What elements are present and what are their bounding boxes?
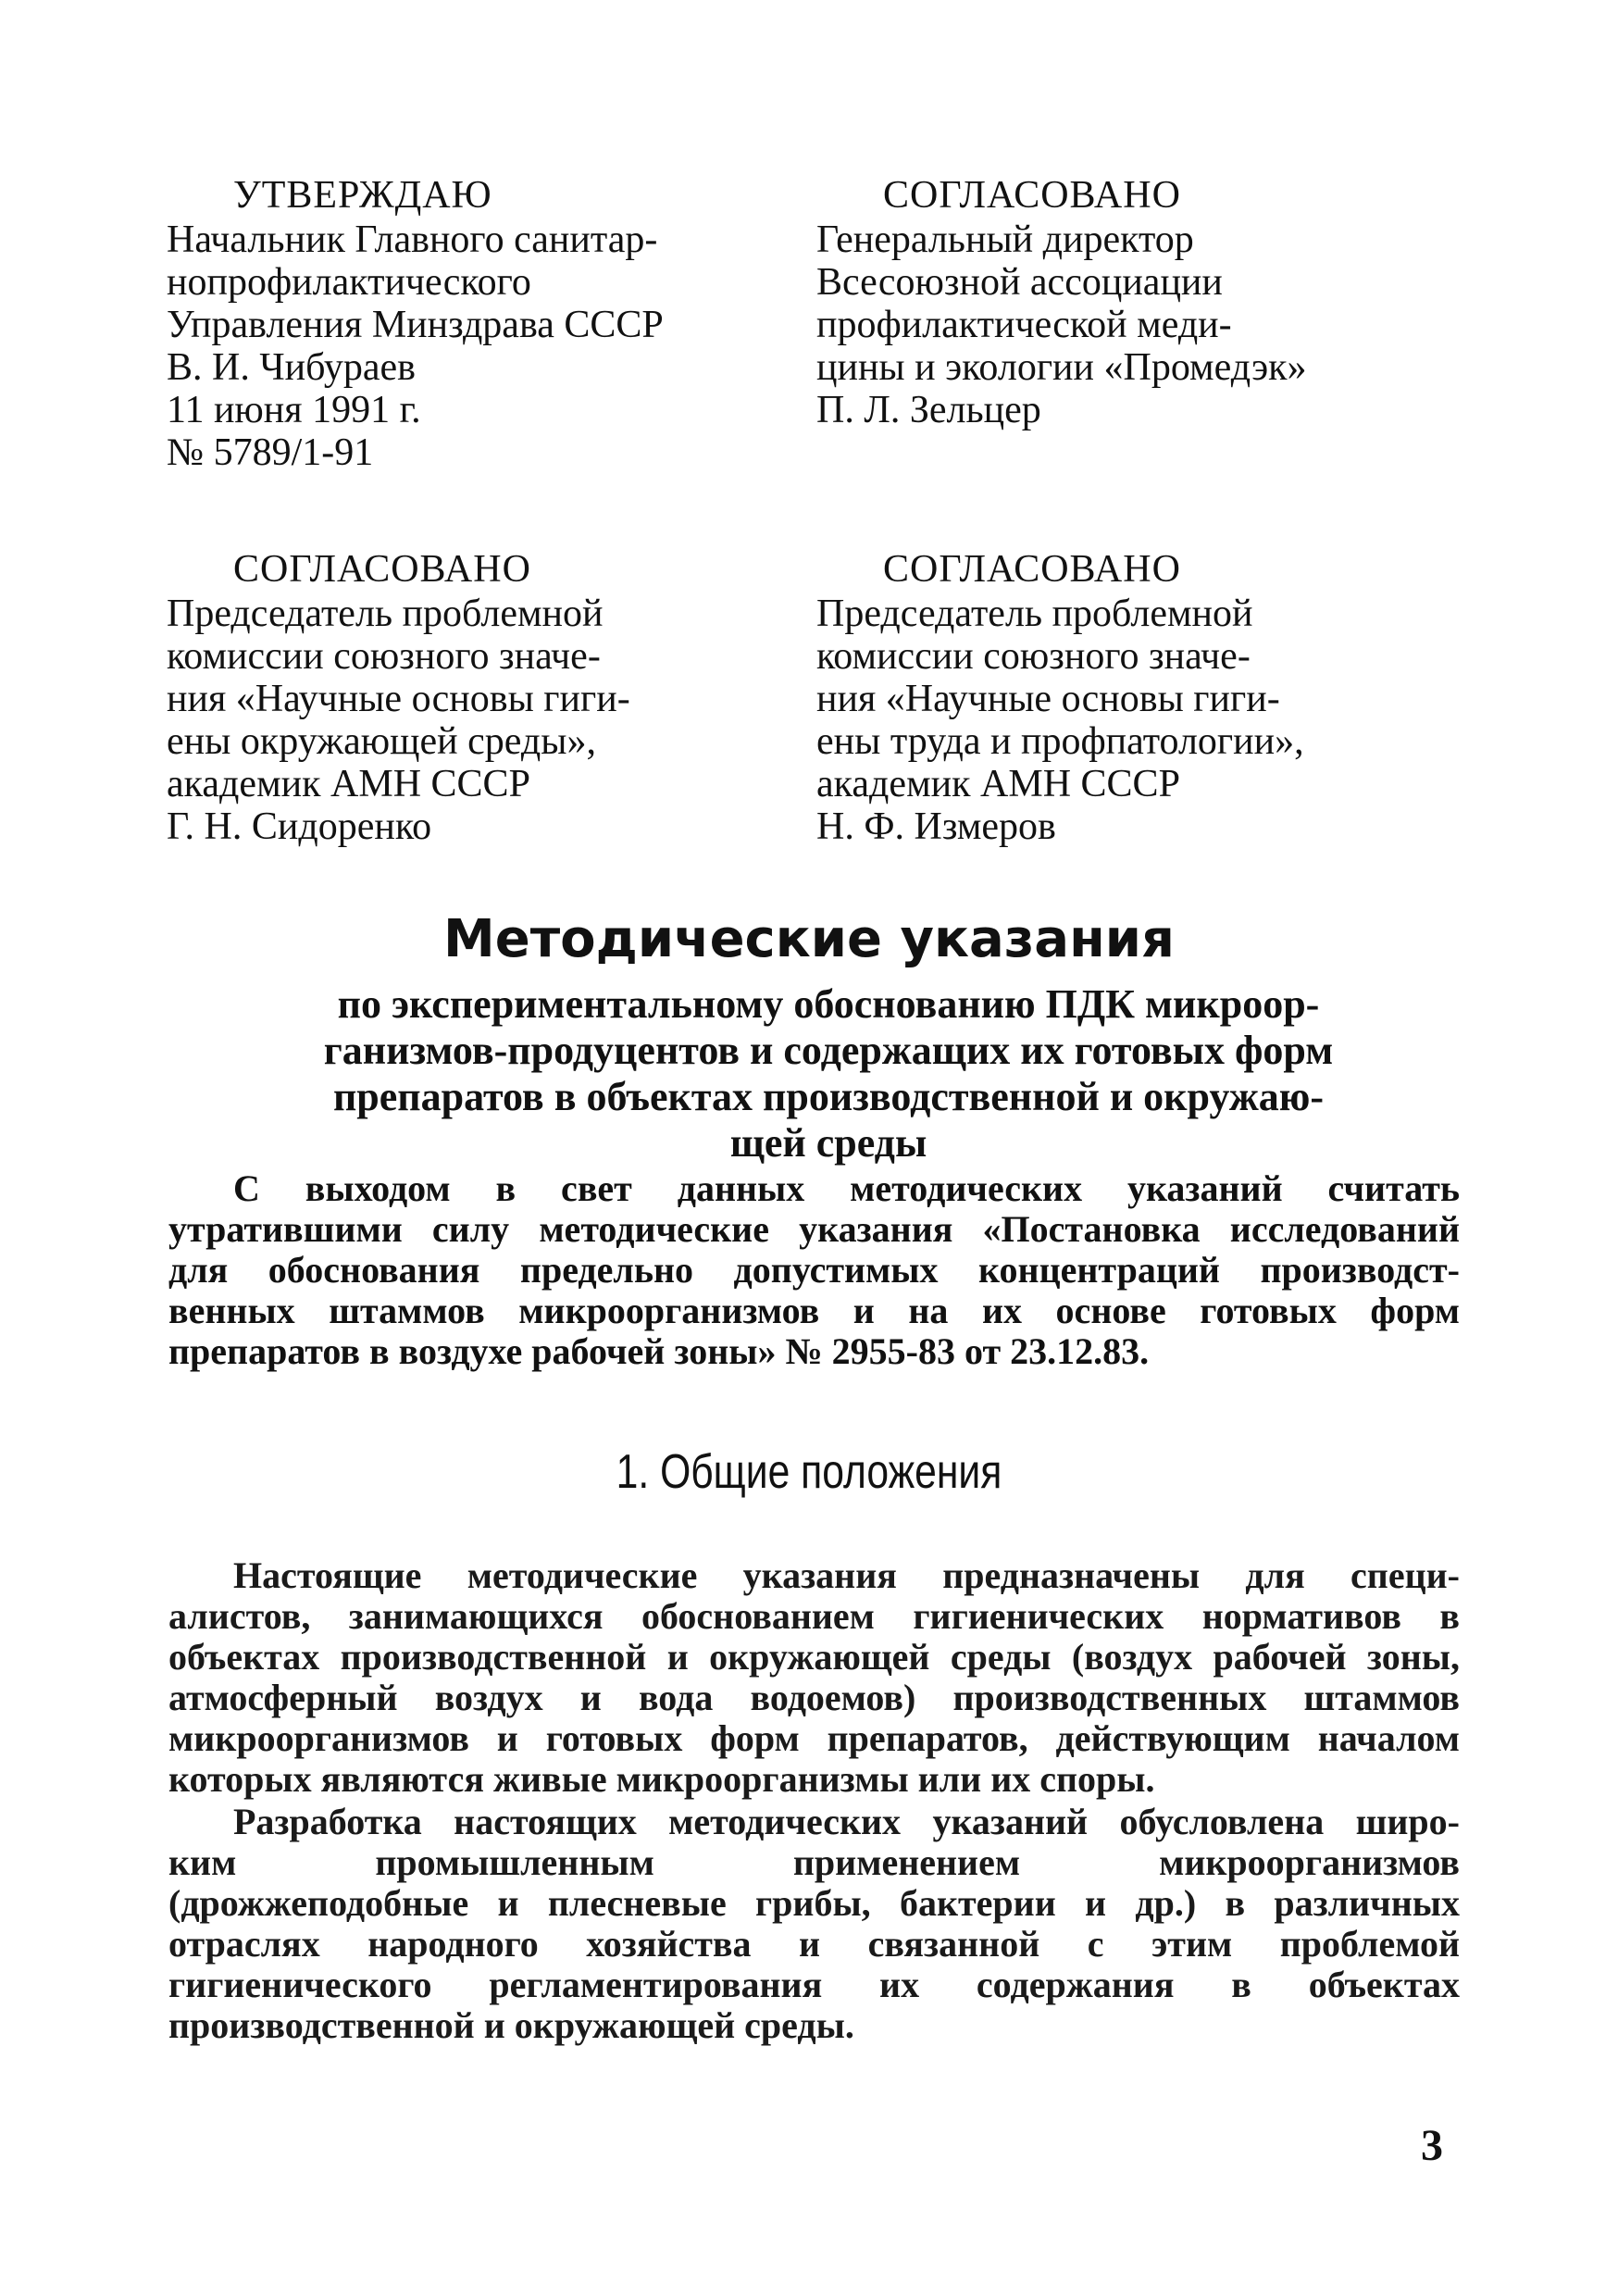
paragraph-line: объектах производственной и окружающей среды (воздух рабочей зоны, — [168, 1636, 1460, 1678]
approval-block — [167, 174, 778, 474]
note-line: для обоснования предельно допустимых концентраций производст- — [168, 1249, 1460, 1291]
agreement-line: комиссии союзного значе- — [816, 635, 1251, 678]
agreement-line: Председатель проблемной — [167, 593, 604, 635]
agreement-heading: СОГЛАСОВАНО — [883, 548, 1181, 591]
paragraph-line: гигиенического регламентирования их содержания в объектах — [168, 1964, 1460, 2005]
paragraph-line: (дрожжеподобные и плесневые грибы, бактерии и др.) в различных — [168, 1882, 1460, 1924]
paragraph-line: ким промышленным применением микроорганизмов — [168, 1841, 1460, 1883]
paragraph-rationale — [168, 1802, 1460, 2046]
approval-line: В. И. Чибураев — [167, 346, 417, 389]
agreement-line: Н. Ф. Измеров — [816, 805, 1056, 848]
agreement-block-occupational — [816, 548, 1464, 848]
agreement-line: цины и экологии «Промедэк» — [816, 346, 1307, 389]
agreement-heading: СОГЛАСОВАНО — [233, 548, 531, 591]
approval-line: нопрофилактического — [167, 261, 531, 304]
paragraph-line: производственной и окружающей среды. — [168, 2004, 854, 2046]
agreement-line: Г. Н. Сидоренко — [167, 805, 432, 848]
note-line: утратившими силу методические указания «Постановка исследований — [168, 1208, 1460, 1250]
approval-line: 11 июня 1991 г. — [167, 389, 421, 431]
paragraph-purpose — [168, 1555, 1460, 1800]
approval-line: № 5789/1-91 — [167, 431, 374, 474]
paragraph-line: которых являются живые микроорганизмы или их споры. — [168, 1758, 1155, 1800]
agreement-line: ния «Научные основы гиги- — [167, 678, 630, 720]
section-heading: 1. Общие положения — [616, 1445, 1002, 1499]
agreement-line: профилактической меди- — [816, 304, 1232, 346]
agreement-line: ния «Научные основы гиги- — [816, 678, 1280, 720]
agreement-line: академик АМН СССР — [167, 763, 530, 805]
paragraph-line: атмосферный воздух и вода водоемов) производственных штаммов — [168, 1677, 1460, 1718]
paragraph-line: отраслях народного хозяйства и связанной с этим проблемой — [168, 1923, 1460, 1965]
subtitle-line: щей среды — [729, 1120, 927, 1166]
agreement-line: Председатель проблемной — [816, 593, 1253, 635]
agreement-line: комиссии союзного значе- — [167, 635, 601, 678]
subtitle-line: ганизмов-продуцентов и содержащих их готовых форм — [323, 1028, 1334, 1073]
approval-line: Управления Минздрава СССР — [167, 304, 664, 346]
approval-heading: УТВЕРЖДАЮ — [233, 174, 492, 217]
document-subtitle — [199, 981, 1458, 1167]
note-line: венных штаммов микроорганизмов и на их основе готовых форм — [168, 1290, 1460, 1331]
paragraph-line: Настоящие методические указания предназначены для специ- — [233, 1554, 1460, 1596]
note-line: препаратов в воздухе рабочей зоны» № 2955-83 от 23.12.83. — [168, 1330, 1150, 1372]
paragraph-line: алистов, занимающихся обоснованием гигиенических нормативов в — [168, 1595, 1460, 1637]
agreement-line: ены труда и профпатологии», — [816, 720, 1304, 763]
page-number: 3 — [1421, 2121, 1443, 2170]
approval-line: Начальник Главного санитар- — [167, 218, 658, 261]
agreement-line: академик АМН СССР — [816, 763, 1180, 805]
subtitle-line: препаратов в объектах производственной и окружаю- — [332, 1074, 1325, 1119]
agreement-heading: СОГЛАСОВАНО — [883, 174, 1181, 217]
subtitle-line: по экспериментальному обоснованию ПДК микроор- — [337, 981, 1320, 1027]
note-line: С выходом в свет данных методических указаний считать — [233, 1167, 1460, 1209]
paragraph-line: Разработка настоящих методических указаний обусловлена широ- — [233, 1801, 1460, 1842]
supersession-note — [168, 1168, 1460, 1372]
agreement-line: ены окружающей среды», — [167, 720, 596, 763]
agreement-line: Генеральный директор — [816, 218, 1194, 261]
agreement-block-environment — [167, 548, 778, 848]
paragraph-line: микроорганизмов и готовых форм препаратов, действующим началом — [168, 1717, 1460, 1759]
document-title: Методические указания — [443, 909, 1175, 969]
agreement-line: Всесоюзной ассоциации — [816, 261, 1223, 304]
agreement-block-promedek — [816, 174, 1464, 431]
agreement-line: П. Л. Зельцер — [816, 389, 1041, 431]
